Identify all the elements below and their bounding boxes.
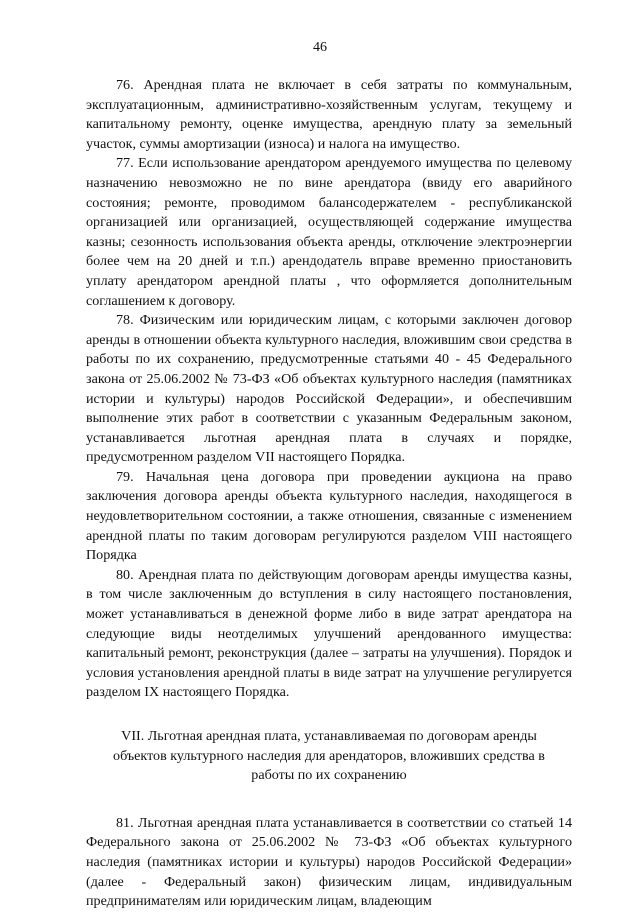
- paragraph-76: 76. Арендная плата не включает в себя затраты по коммунальным, эксплуатационным, административно-хозяйственным услугам, текущему и капитальному ремонту, оценке имущества, арендную плату за земельный участок, суммы амортизации (износа) и налога на имущество.: [86, 77, 572, 152]
- paragraph-80: 80. Арендная плата по действующим договорам аренды имущества казны, в том числе заключенным до вступления в силу настоящего постановления, может устанавливаться в денежной форме либо в виде затрат арендатора на следующие виды неотделимых улучшений арендованного имущества: капитальный ремонт, реконструкция (далее – затраты на улучшения). Порядок и условия установления арендной платы в виде затрат на улучшение регулируется разделом IX настоящего Порядка.: [86, 566, 572, 701]
- paragraph-78: 78. Физическим или юридическим лицам, с которыми заключен договор аренды в отношении объекта культурного наследия, вложившим свои средства в работы по их сохранению, предусмотренные статьями 40 - 45 Федерального закона от 25.06.2002 № 73-ФЗ «Об объектах культурного наследия (памятниках истории и культуры) народов Российской Федерации», и обеспечившим выполнение этих работ в соответствии с указанным Федеральным законом, устанавливается льготная арендная плата в случаях и порядке, предусмотренном разделом VII настоящего Порядка.: [86, 312, 572, 466]
- page-number: 46: [313, 40, 327, 55]
- document-body: [86, 76, 572, 912]
- paragraph-81: 81. Льготная арендная плата устанавливается в соответствии со статьей 14 Федерального закона от 25.06.2002 № 73-ФЗ «Об объектах культурного наследия (памятниках истории и культуры) народов Российской Федерации» (далее - Федеральный закон) физическим лицам, индивидуальным предпринимателям или юридическим лицам, владеющим: [86, 814, 572, 910]
- paragraph-79: 79. Начальная цена договора при проведении аукциона на право заключения договора аренды объекта культурного наследия, находящегося в неудовлетворительном состоянии, а также отношения, связанные с изменением арендной платы по таким договорам регулируются разделом VIII настоящего Порядка: [86, 468, 572, 564]
- section-heading: VII. Льготная арендная плата, устанавливаемая по договорам аренды объектов культурного наследия для арендаторов, вложивших средства в работы по их сохранению: [113, 728, 545, 784]
- paragraph-77: 77. Если использование арендатором арендуемого имущества по целевому назначению невозможно не по вине арендатора (ввиду его аварийного состояния; ремонте, проводимом балансодержателем - республиканской организацией или организацией, осуществляющей содержание имущества казны; сезонность использования объекта аренды, отключение электроэнергии более чем на 20 дней и т.п.) арендодатель вправе временно приостановить уплату арендатором арендной платы , что оформляется дополнительным соглашением к договору.: [86, 155, 572, 309]
